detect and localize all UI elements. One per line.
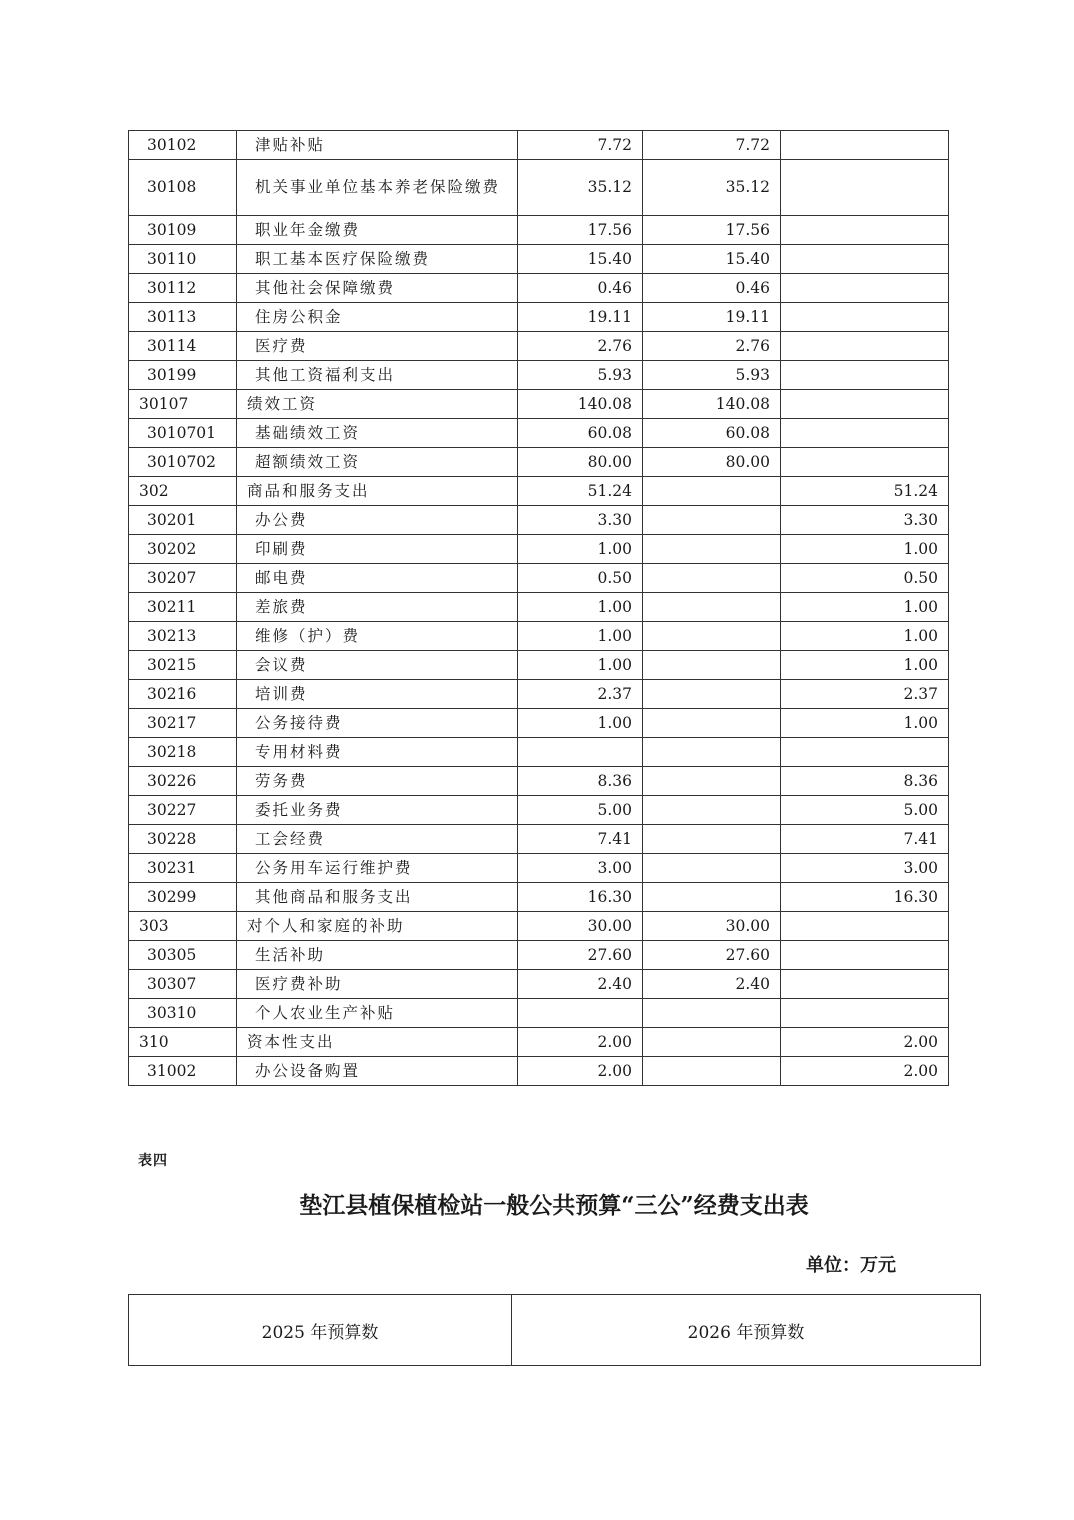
header-2026-budget: 2026 年预算数 bbox=[512, 1295, 981, 1366]
total-cell: 2.37 bbox=[518, 680, 643, 709]
public-cell: 1.00 bbox=[781, 535, 949, 564]
table-row bbox=[129, 535, 949, 564]
table-row bbox=[129, 361, 949, 390]
name-cell: 生活补助 bbox=[237, 941, 518, 970]
code-cell: 30207 bbox=[129, 564, 237, 593]
table-row bbox=[129, 506, 949, 535]
public-cell bbox=[781, 245, 949, 274]
table-row bbox=[129, 448, 949, 477]
total-cell: 1.00 bbox=[518, 535, 643, 564]
personnel-cell bbox=[643, 651, 781, 680]
public-cell: 8.36 bbox=[781, 767, 949, 796]
total-cell: 35.12 bbox=[518, 160, 643, 216]
table-row bbox=[129, 680, 949, 709]
personnel-cell bbox=[643, 622, 781, 651]
name-cell: 委托业务费 bbox=[237, 796, 518, 825]
public-cell bbox=[781, 160, 949, 216]
total-cell: 17.56 bbox=[518, 216, 643, 245]
table-row bbox=[129, 1028, 949, 1057]
code-cell: 30213 bbox=[129, 622, 237, 651]
personnel-cell: 80.00 bbox=[643, 448, 781, 477]
personnel-cell: 0.46 bbox=[643, 274, 781, 303]
unit-label: 单位：万元 bbox=[806, 1255, 896, 1276]
personnel-cell bbox=[643, 767, 781, 796]
name-cell: 津贴补贴 bbox=[237, 131, 518, 160]
code-cell: 30231 bbox=[129, 854, 237, 883]
budget-table-body bbox=[129, 131, 949, 1086]
code-cell: 30226 bbox=[129, 767, 237, 796]
three-public-expenses-table bbox=[128, 1294, 981, 1366]
code-cell: 3010702 bbox=[129, 448, 237, 477]
public-cell bbox=[781, 303, 949, 332]
personnel-cell bbox=[643, 825, 781, 854]
total-cell: 1.00 bbox=[518, 651, 643, 680]
public-cell bbox=[781, 390, 949, 419]
budget-expenditure-table bbox=[128, 130, 949, 1086]
personnel-cell bbox=[643, 1028, 781, 1057]
personnel-cell bbox=[643, 680, 781, 709]
table-row bbox=[129, 941, 949, 970]
personnel-cell bbox=[643, 854, 781, 883]
total-cell: 3.00 bbox=[518, 854, 643, 883]
name-cell: 绩效工资 bbox=[237, 390, 518, 419]
total-cell: 2.76 bbox=[518, 332, 643, 361]
code-cell: 30218 bbox=[129, 738, 237, 767]
name-cell: 办公费 bbox=[237, 506, 518, 535]
table-row bbox=[129, 593, 949, 622]
name-cell: 工会经费 bbox=[237, 825, 518, 854]
public-cell: 3.00 bbox=[781, 854, 949, 883]
name-cell: 医疗费补助 bbox=[237, 970, 518, 999]
name-cell: 培训费 bbox=[237, 680, 518, 709]
name-cell: 住房公积金 bbox=[237, 303, 518, 332]
personnel-cell: 7.72 bbox=[643, 131, 781, 160]
public-cell: 51.24 bbox=[781, 477, 949, 506]
personnel-cell bbox=[643, 796, 781, 825]
public-cell bbox=[781, 970, 949, 999]
total-cell bbox=[518, 738, 643, 767]
public-cell: 2.00 bbox=[781, 1028, 949, 1057]
personnel-cell bbox=[643, 535, 781, 564]
code-cell: 30109 bbox=[129, 216, 237, 245]
name-cell: 资本性支出 bbox=[237, 1028, 518, 1057]
public-cell: 16.30 bbox=[781, 883, 949, 912]
name-cell: 个人农业生产补贴 bbox=[237, 999, 518, 1028]
name-cell: 维修（护）费 bbox=[237, 622, 518, 651]
table-row bbox=[129, 767, 949, 796]
personnel-cell: 27.60 bbox=[643, 941, 781, 970]
table-row bbox=[129, 274, 949, 303]
table-row bbox=[129, 825, 949, 854]
name-cell: 劳务费 bbox=[237, 767, 518, 796]
total-cell: 3.30 bbox=[518, 506, 643, 535]
total-cell: 2.00 bbox=[518, 1028, 643, 1057]
code-cell: 30305 bbox=[129, 941, 237, 970]
personnel-cell: 15.40 bbox=[643, 245, 781, 274]
total-cell: 1.00 bbox=[518, 593, 643, 622]
code-cell: 30114 bbox=[129, 332, 237, 361]
personnel-cell: 2.76 bbox=[643, 332, 781, 361]
code-cell: 30307 bbox=[129, 970, 237, 999]
table-row bbox=[129, 564, 949, 593]
code-cell: 30299 bbox=[129, 883, 237, 912]
public-cell: 2.37 bbox=[781, 680, 949, 709]
total-cell: 5.93 bbox=[518, 361, 643, 390]
total-cell: 27.60 bbox=[518, 941, 643, 970]
total-cell: 16.30 bbox=[518, 883, 643, 912]
table-row bbox=[129, 1057, 949, 1086]
code-cell: 30310 bbox=[129, 999, 237, 1028]
table-row bbox=[129, 390, 949, 419]
code-cell: 30199 bbox=[129, 361, 237, 390]
personnel-cell bbox=[643, 506, 781, 535]
name-cell: 邮电费 bbox=[237, 564, 518, 593]
total-cell: 7.72 bbox=[518, 131, 643, 160]
name-cell: 超额绩效工资 bbox=[237, 448, 518, 477]
public-cell: 0.50 bbox=[781, 564, 949, 593]
header-2025-budget: 2025 年预算数 bbox=[129, 1295, 512, 1366]
total-cell: 5.00 bbox=[518, 796, 643, 825]
table-row bbox=[129, 332, 949, 361]
code-cell: 30112 bbox=[129, 274, 237, 303]
total-cell: 15.40 bbox=[518, 245, 643, 274]
name-cell: 其他商品和服务支出 bbox=[237, 883, 518, 912]
table-row bbox=[129, 419, 949, 448]
total-cell: 0.46 bbox=[518, 274, 643, 303]
code-cell: 302 bbox=[129, 477, 237, 506]
table-row bbox=[129, 622, 949, 651]
table-row bbox=[129, 651, 949, 680]
table-row bbox=[129, 883, 949, 912]
table-row bbox=[129, 796, 949, 825]
public-cell bbox=[781, 999, 949, 1028]
header-row bbox=[129, 1295, 981, 1366]
public-cell bbox=[781, 941, 949, 970]
public-cell: 1.00 bbox=[781, 622, 949, 651]
total-cell: 19.11 bbox=[518, 303, 643, 332]
personnel-cell: 60.08 bbox=[643, 419, 781, 448]
code-cell: 30228 bbox=[129, 825, 237, 854]
personnel-cell bbox=[643, 709, 781, 738]
total-cell: 1.00 bbox=[518, 622, 643, 651]
table-row bbox=[129, 970, 949, 999]
total-cell: 60.08 bbox=[518, 419, 643, 448]
total-cell bbox=[518, 999, 643, 1028]
personnel-cell bbox=[643, 564, 781, 593]
public-cell bbox=[781, 419, 949, 448]
table-row bbox=[129, 854, 949, 883]
personnel-cell bbox=[643, 593, 781, 622]
table-row bbox=[129, 477, 949, 506]
table-four-title: 垫江县植保植检站一般公共预算“三公”经费支出表 bbox=[299, 1192, 809, 1219]
personnel-cell bbox=[643, 883, 781, 912]
total-cell: 2.00 bbox=[518, 1057, 643, 1086]
code-cell: 303 bbox=[129, 912, 237, 941]
public-cell bbox=[781, 216, 949, 245]
name-cell: 办公设备购置 bbox=[237, 1057, 518, 1086]
code-cell: 30201 bbox=[129, 506, 237, 535]
public-cell: 2.00 bbox=[781, 1057, 949, 1086]
public-cell: 1.00 bbox=[781, 593, 949, 622]
code-cell: 30202 bbox=[129, 535, 237, 564]
name-cell: 职工基本医疗保险缴费 bbox=[237, 245, 518, 274]
code-cell: 30227 bbox=[129, 796, 237, 825]
personnel-cell bbox=[643, 1057, 781, 1086]
table-row bbox=[129, 738, 949, 767]
total-cell: 0.50 bbox=[518, 564, 643, 593]
name-cell: 职业年金缴费 bbox=[237, 216, 518, 245]
public-cell bbox=[781, 448, 949, 477]
total-cell: 7.41 bbox=[518, 825, 643, 854]
name-cell: 医疗费 bbox=[237, 332, 518, 361]
personnel-cell bbox=[643, 738, 781, 767]
public-cell bbox=[781, 274, 949, 303]
name-cell: 差旅费 bbox=[237, 593, 518, 622]
table-row bbox=[129, 131, 949, 160]
name-cell: 公务接待费 bbox=[237, 709, 518, 738]
total-cell: 1.00 bbox=[518, 709, 643, 738]
personnel-cell: 140.08 bbox=[643, 390, 781, 419]
personnel-cell: 17.56 bbox=[643, 216, 781, 245]
table-row bbox=[129, 303, 949, 332]
public-cell: 1.00 bbox=[781, 709, 949, 738]
table-row bbox=[129, 245, 949, 274]
public-cell: 5.00 bbox=[781, 796, 949, 825]
table-four-label: 表四 bbox=[138, 1153, 168, 1169]
personnel-cell bbox=[643, 477, 781, 506]
public-cell bbox=[781, 361, 949, 390]
name-cell: 基础绩效工资 bbox=[237, 419, 518, 448]
code-cell: 30217 bbox=[129, 709, 237, 738]
code-cell: 310 bbox=[129, 1028, 237, 1057]
total-cell: 80.00 bbox=[518, 448, 643, 477]
personnel-cell: 35.12 bbox=[643, 160, 781, 216]
table-row bbox=[129, 160, 949, 216]
code-cell: 30102 bbox=[129, 131, 237, 160]
code-cell: 30113 bbox=[129, 303, 237, 332]
code-cell: 30107 bbox=[129, 390, 237, 419]
public-cell bbox=[781, 738, 949, 767]
code-cell: 31002 bbox=[129, 1057, 237, 1086]
public-cell: 7.41 bbox=[781, 825, 949, 854]
name-cell: 商品和服务支出 bbox=[237, 477, 518, 506]
name-cell: 机关事业单位基本养老保险缴费 bbox=[237, 160, 518, 216]
name-cell: 对个人和家庭的补助 bbox=[237, 912, 518, 941]
name-cell: 其他社会保障缴费 bbox=[237, 274, 518, 303]
total-cell: 30.00 bbox=[518, 912, 643, 941]
personnel-cell bbox=[643, 999, 781, 1028]
table-row bbox=[129, 216, 949, 245]
personnel-cell: 30.00 bbox=[643, 912, 781, 941]
table-row bbox=[129, 999, 949, 1028]
code-cell: 3010701 bbox=[129, 419, 237, 448]
code-cell: 30110 bbox=[129, 245, 237, 274]
total-cell: 8.36 bbox=[518, 767, 643, 796]
total-cell: 140.08 bbox=[518, 390, 643, 419]
total-cell: 51.24 bbox=[518, 477, 643, 506]
table-row bbox=[129, 709, 949, 738]
name-cell: 专用材料费 bbox=[237, 738, 518, 767]
code-cell: 30108 bbox=[129, 160, 237, 216]
name-cell: 会议费 bbox=[237, 651, 518, 680]
public-cell bbox=[781, 131, 949, 160]
public-cell bbox=[781, 332, 949, 361]
name-cell: 公务用车运行维护费 bbox=[237, 854, 518, 883]
table-row bbox=[129, 912, 949, 941]
code-cell: 30211 bbox=[129, 593, 237, 622]
public-cell: 1.00 bbox=[781, 651, 949, 680]
public-cell: 3.30 bbox=[781, 506, 949, 535]
personnel-cell: 19.11 bbox=[643, 303, 781, 332]
name-cell: 其他工资福利支出 bbox=[237, 361, 518, 390]
public-cell bbox=[781, 912, 949, 941]
code-cell: 30216 bbox=[129, 680, 237, 709]
personnel-cell: 5.93 bbox=[643, 361, 781, 390]
personnel-cell: 2.40 bbox=[643, 970, 781, 999]
total-cell: 2.40 bbox=[518, 970, 643, 999]
name-cell: 印刷费 bbox=[237, 535, 518, 564]
code-cell: 30215 bbox=[129, 651, 237, 680]
